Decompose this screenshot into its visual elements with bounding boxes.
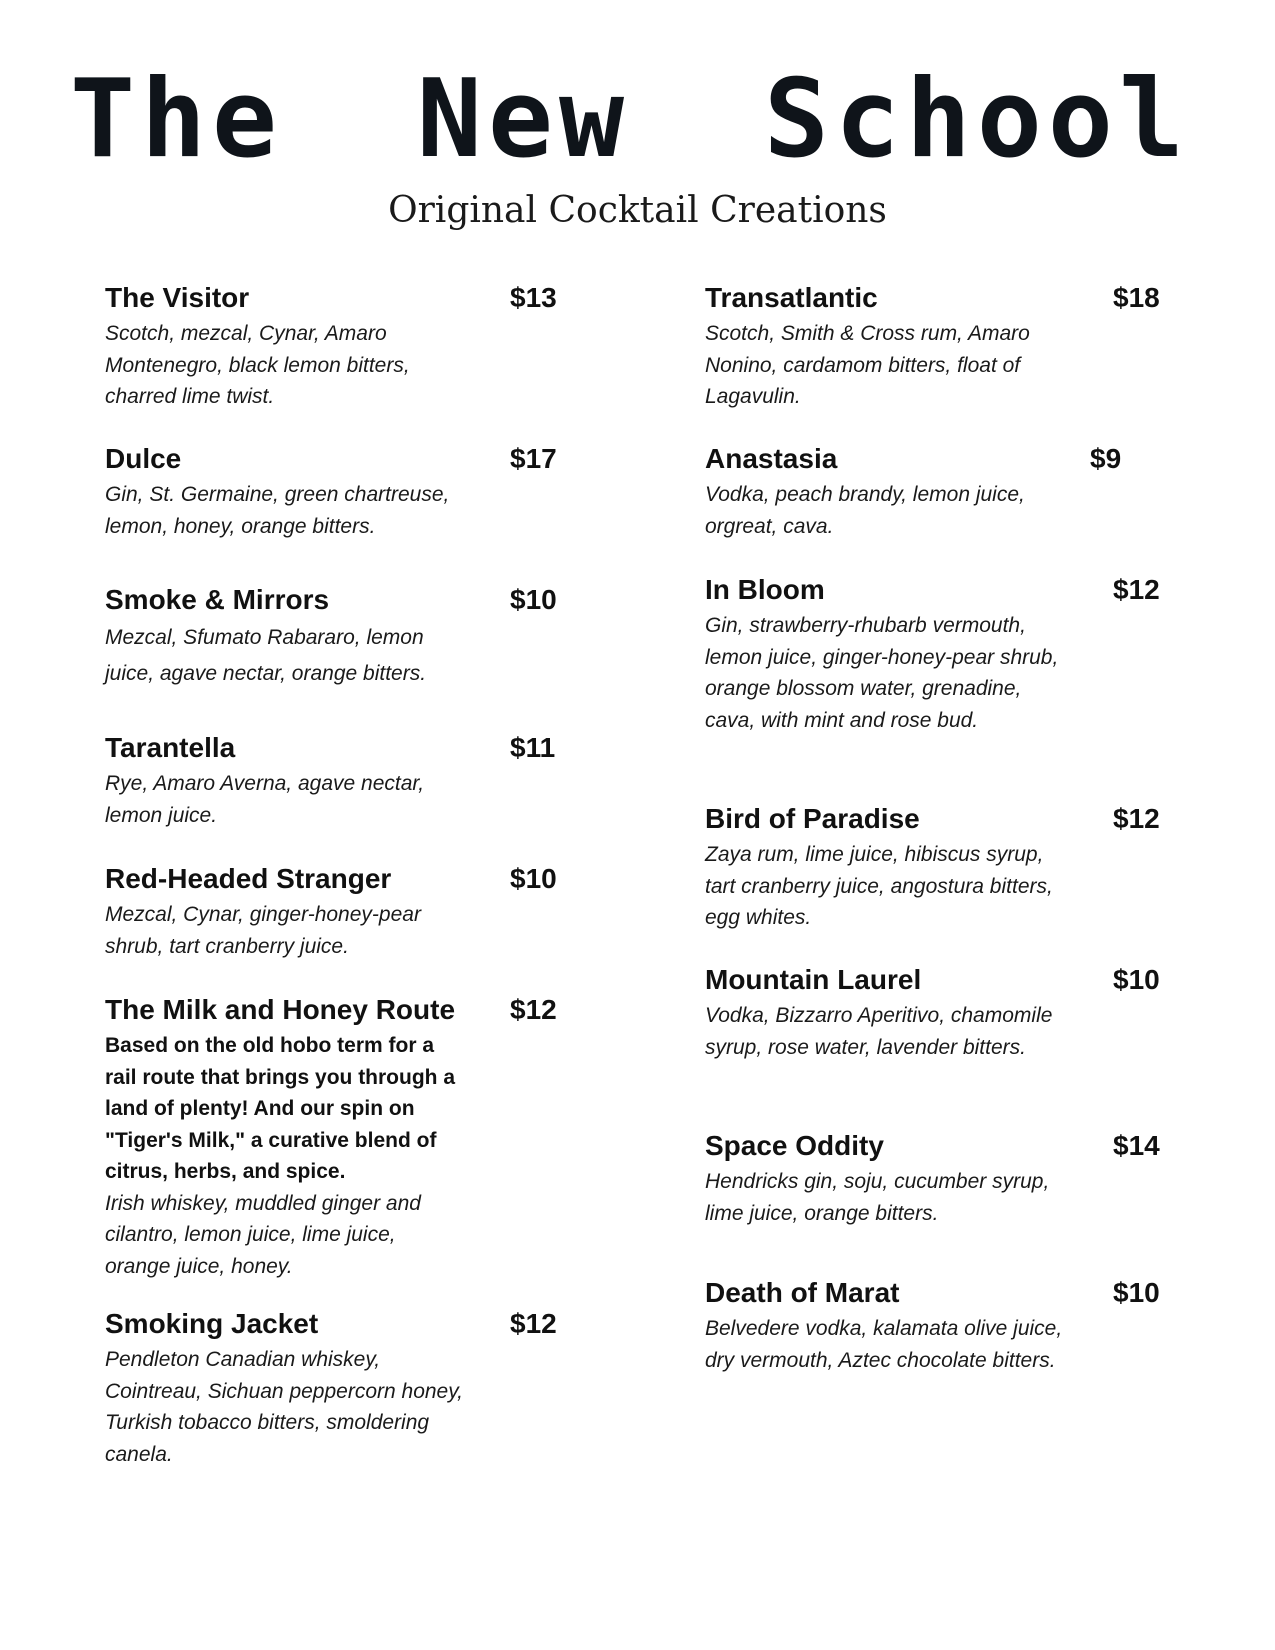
item-description: Pendleton Canadian whiskey, Cointreau, Sichuan peppercorn honey, Turkish tobacco bitters, smoldering canela.: [105, 1348, 464, 1466]
item-description: Mezcal, Sfumato Rabararo, lemon juice, agave nectar, orange bitters.: [105, 626, 427, 685]
menu-item: [105, 441, 575, 542]
item-name: In Bloom: [705, 574, 825, 605]
menu-item: [705, 572, 1175, 736]
item-description: Scotch, mezcal, Cynar, Amaro Montenegro, black lemon bitters, charred lime twist.: [105, 322, 410, 408]
item-price: $10: [1113, 964, 1160, 995]
item-price: $14: [1113, 1130, 1160, 1161]
item-description: Vodka, Bizzarro Aperitivo, chamomile syrup, rose water, lavender bitters.: [705, 1004, 1053, 1059]
item-price: $10: [1113, 1277, 1160, 1308]
item-description: Mezcal, Cynar, ginger-honey-pear shrub, tart cranberry juice.: [105, 903, 421, 958]
menu-item: [705, 280, 1175, 413]
item-description: Zaya rum, lime juice, hibiscus syrup, tart cranberry juice, angostura bitters, egg whites.: [705, 843, 1053, 929]
menu-item: [705, 1128, 1175, 1229]
item-name: Tarantella: [105, 732, 236, 763]
item-name: Mountain Laurel: [705, 964, 922, 995]
item-description: Hendricks gin, soju, cucumber syrup, lime juice, orange bitters.: [705, 1170, 1050, 1225]
menu-item: [705, 962, 1175, 1063]
item-price: $11: [510, 732, 556, 763]
item-price: $12: [510, 1308, 557, 1339]
menu-subtitle: Original Cocktail Creations: [388, 190, 887, 231]
menu-item: [105, 992, 575, 1282]
item-story: Based on the old hobo term for a rail route that brings you through a land of plenty! And our spin on "Tiger's Milk," a curative blend of citrus, herbs, and spice.: [105, 1034, 456, 1183]
item-price: $17: [510, 443, 557, 474]
item-description: Irish whiskey, muddled ginger and cilantro, lemon juice, lime juice, orange juice, honey.: [105, 1191, 421, 1278]
item-name: Space Oddity: [705, 1130, 884, 1161]
item-description: Rye, Amaro Averna, agave nectar, lemon juice.: [105, 772, 425, 827]
item-name: Dulce: [105, 443, 182, 474]
item-name: The Visitor: [105, 282, 250, 313]
menu-item: [105, 1306, 575, 1470]
menu-item: [105, 730, 575, 831]
menu-title: [70, 57, 1190, 182]
menu-item: [705, 801, 1175, 934]
item-name: Red-Headed Stranger: [105, 863, 392, 894]
item-price: $10: [510, 584, 557, 615]
item-price: $12: [1113, 803, 1160, 834]
item-price: $12: [1113, 574, 1160, 605]
menu-item: [705, 1275, 1175, 1376]
item-description: Gin, strawberry-rhubarb vermouth, lemon juice, ginger-honey-pear shrub, orange blossom water, grenadine, cava, with mint and rose bud.: [705, 614, 1059, 732]
item-description: Scotch, Smith & Cross rum, Amaro Nonino, cardamom bitters, float of Lagavulin.: [705, 322, 1030, 408]
item-price: $10: [510, 863, 557, 894]
menu-item: [705, 441, 1175, 542]
item-price: $18: [1113, 282, 1160, 313]
menu-item: [105, 582, 575, 692]
item-name: The Milk and Honey Route: [105, 994, 456, 1025]
item-name: Death of Marat: [705, 1277, 900, 1308]
title-word: The: [70, 57, 284, 182]
item-price: $12: [510, 994, 557, 1025]
item-name: Bird of Paradise: [705, 803, 920, 834]
item-description: Vodka, peach brandy, lemon juice, orgreat, cava.: [705, 483, 1025, 538]
menu-item: [105, 861, 575, 962]
item-name: Smoke & Mirrors: [105, 584, 330, 615]
item-price: $13: [510, 282, 557, 313]
menu-item: [105, 280, 575, 413]
item-price: $9: [1090, 443, 1122, 474]
item-name: Transatlantic: [705, 282, 878, 313]
item-name: Smoking Jacket: [105, 1308, 319, 1339]
item-description: Belvedere vodka, kalamata olive juice, dry vermouth, Aztec chocolate bitters.: [705, 1317, 1063, 1372]
item-description: Gin, St. Germaine, green chartreuse, lemon, honey, orange bitters.: [105, 483, 450, 538]
title-word: New: [416, 57, 630, 182]
title-word: School: [763, 57, 1190, 182]
item-name: Anastasia: [705, 443, 838, 474]
